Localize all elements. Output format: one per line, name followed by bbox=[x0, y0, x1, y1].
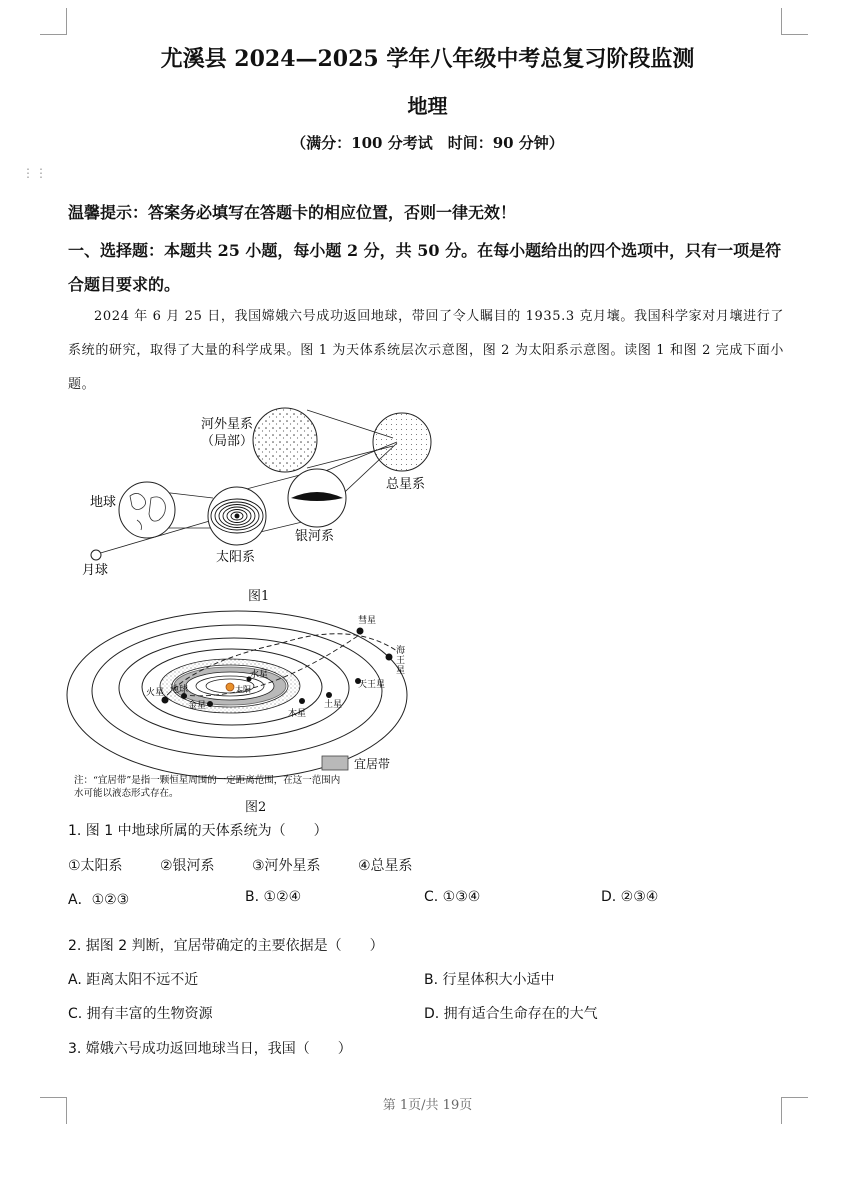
label-jupiter: 木星 bbox=[288, 709, 307, 719]
figure-2-note-line2: 水可能以液态形式存在。 bbox=[74, 788, 179, 798]
label-comet: 彗星 bbox=[358, 616, 377, 626]
label-moon: 月球 bbox=[82, 563, 109, 578]
label-mars: 火星 bbox=[146, 688, 165, 698]
question-1-item-1: ①太阳系 bbox=[68, 858, 123, 874]
drag-handle-icon[interactable]: ⋮⋮ bbox=[22, 166, 48, 180]
label-venus: 金星 bbox=[188, 701, 207, 711]
question-1-option-a[interactable]: A．①②③ bbox=[68, 892, 130, 908]
habitable-zone-legend-swatch bbox=[322, 756, 348, 770]
label-extragalactic: 河外星系 bbox=[201, 417, 254, 432]
label-neptune-3: 星 bbox=[396, 666, 406, 676]
question-1-item-2: ②银河系 bbox=[160, 858, 215, 874]
reading-passage: 2024 年 6 月 25 日，我国嫦娥六号成功返回地球，带回了令人瞩目的 1935.3 克月壤。我国科学家对月壤进行了系统的研究，取得了大量的科学成果。图 1 为天体系统层次示意图，图 2 为太阳系示意图。读图 1 和图 2 完成下面小题。 bbox=[68, 309, 784, 392]
question-1-option-b[interactable]: B. ①②④ bbox=[245, 889, 302, 905]
page-title: 尤溪县 2024—2025 学年八年级中考总复习阶段监测 bbox=[160, 46, 695, 72]
question-2-option-d[interactable]: D. 拥有适合生命存在的大气 bbox=[424, 1006, 598, 1022]
page-footer: 第 1页/共 19页 bbox=[382, 1098, 473, 1113]
question-2-stem: 2. 据图 2 判断，宜居带确定的主要依据是（ ） bbox=[68, 938, 384, 954]
question-2-option-b[interactable]: B. 行星体积大小适中 bbox=[424, 972, 555, 988]
question-1-stem: 1. 图 1 中地球所属的天体系统为（ ） bbox=[68, 823, 328, 839]
label-mercury: 水星 bbox=[250, 670, 269, 680]
label-earth: 地球 bbox=[170, 685, 189, 695]
crop-mark-top-right bbox=[781, 8, 808, 35]
extragalactic-circle bbox=[253, 408, 317, 472]
question-1-option-c[interactable]: C. ①③④ bbox=[424, 889, 481, 905]
question-2-option-c[interactable]: C. 拥有丰富的生物资源 bbox=[68, 1006, 213, 1022]
figure-2-caption: 图2 bbox=[245, 800, 267, 815]
exam-info: （满分：100 分考试 时间：90 分钟） bbox=[291, 134, 564, 152]
label-sun: 太阳 bbox=[235, 685, 251, 694]
question-1-item-4: ④总星系 bbox=[358, 858, 413, 874]
label-universe: 总星系 bbox=[386, 477, 426, 492]
sun-marker bbox=[226, 683, 234, 691]
figure-1-caption: 图1 bbox=[248, 589, 270, 604]
label-uranus: 天王星 bbox=[358, 680, 386, 690]
figure-2-solar-system bbox=[62, 603, 422, 798]
label-milky-way: 银河系 bbox=[295, 529, 335, 544]
label-neptune-1: 海 bbox=[396, 646, 406, 656]
legend-label: 宜居带 bbox=[354, 757, 391, 771]
label-solar-system: 太阳系 bbox=[216, 550, 256, 565]
label-neptune-2: 王 bbox=[396, 656, 406, 666]
figure-1-celestial-hierarchy bbox=[75, 398, 445, 583]
section-heading: 一、选择题：本题共 25 小题，每小题 2 分，共 50 分。在每小题给出的四个选项中，只有一项是符合题目要求的。 bbox=[68, 241, 782, 294]
earth-globe bbox=[119, 482, 175, 538]
question-1-option-d[interactable]: D. ②③④ bbox=[601, 889, 659, 905]
crop-mark-top-left bbox=[40, 8, 67, 35]
subject-title: 地理 bbox=[407, 94, 448, 118]
label-extragalactic-part: （局部） bbox=[201, 434, 254, 449]
question-2-option-a[interactable]: A. 距离太阳不远不近 bbox=[68, 972, 199, 988]
question-1-item-3: ③河外星系 bbox=[252, 858, 321, 874]
universe-circle bbox=[373, 413, 431, 471]
question-3-stem: 3. 嫦娥六号成功返回地球当日，我国（ ） bbox=[68, 1041, 352, 1057]
figure-2-note-line1: 注：“宜居带”是指一颗恒星周围的一定距离范围，在这一范围内 bbox=[74, 775, 341, 786]
label-saturn: 土星 bbox=[324, 700, 343, 710]
label-earth: 地球 bbox=[90, 495, 117, 510]
notice-text: 温馨提示：答案务必填写在答题卡的相应位置，否则一律无效！ bbox=[68, 203, 517, 222]
moon-circle bbox=[91, 550, 101, 560]
